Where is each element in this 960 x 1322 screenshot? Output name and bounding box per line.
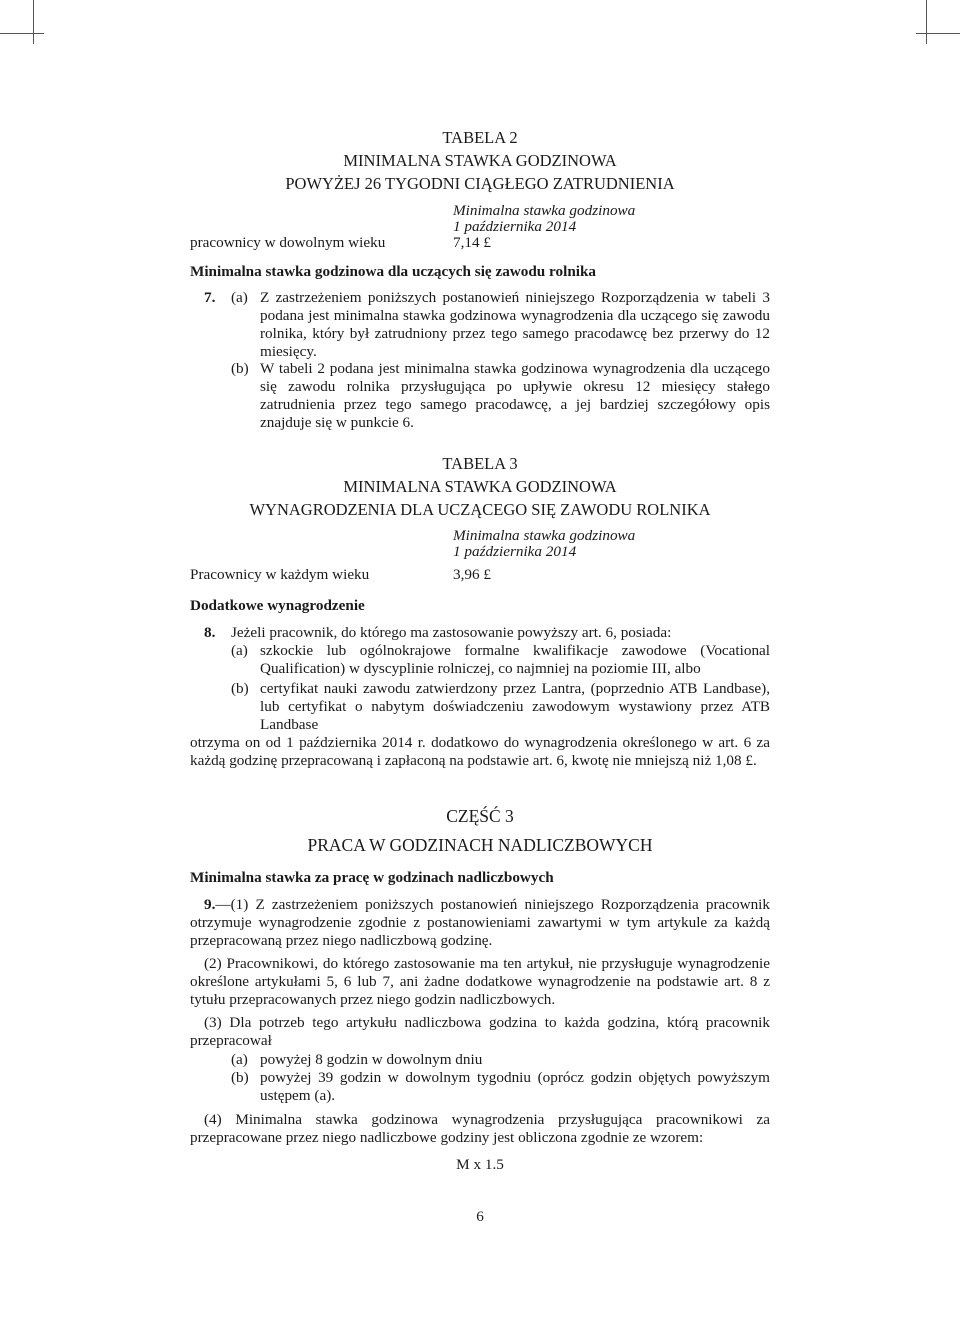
para9-p3: (3) Dla potrzeb tego artykułu nadliczbowa godzina to każda godzina, którą pracownik przepracował: [190, 1014, 770, 1049]
para9-p3-b-text: powyżej 39 godzin w dowolnym tygodniu (oprócz godzin objętych powyższym ustępem (a).: [260, 1069, 770, 1104]
para8-b-text: certyfikat nauki zawodu zatwierdzony przez Lantra, (poprzednio ATB Landbase), lub certyfikat o nabytym doświadczeniu zawodowym wystawiony przez ATB Landbase: [260, 680, 770, 733]
table2-row-value: 7,14 £: [453, 234, 491, 251]
para7-b-text: W tabeli 2 podana jest minimalna stawka godzinowa wynagrodzenia dla uczącego się zawodu rolnika przysługująca po upływie okresu 12 miesięcy stałego zatrudnienia przez tego samego pracodawcę, a jej bardziej szczegółowy opis znajduje się w punkcie 6.: [260, 360, 770, 431]
para7-b-label: (b): [231, 360, 249, 377]
section-heading-overtime: Minimalna stawka za pracę w godzinach nadliczbowych: [190, 869, 554, 886]
section-heading-apprentice: Minimalna stawka godzinowa dla uczących się zawodu rolnika: [190, 263, 597, 280]
para8-number: 8.: [204, 624, 216, 641]
crop-mark-top-left-h: [0, 33, 44, 34]
table3-column-header-1: Minimalna stawka godzinowa: [453, 527, 636, 544]
para7-number: 7.: [204, 289, 216, 306]
table2-subtitle-1: MINIMALNA STAWKA GODZINOWA: [343, 151, 617, 170]
para7-a-text: Z zastrzeżeniem poniższych postanowień niniejszego Rozporządzenia w tabeli 3 podana jest minimalna stawka godzinowa wynagrodzenia dla uczącego się zawodu rolnika, który był zatrudniony przez tego samego pracodawcę bez przerwy do 12 miesięcy.: [260, 289, 770, 360]
para9-p2: (2) Pracownikowi, do którego zastosowanie ma ten artykuł, nie przysługuje wynagrodzenie określone artykułami 5, 6 lub 7, ani żadne dodatkowe wynagrodzenie na podstawie art. 8 z tytułu przepracowanych przez niego godzin nadliczbowych.: [190, 955, 770, 1008]
para8-intro: Jeżeli pracownik, do którego ma zastosowanie powyższy art. 6, posiada:: [231, 624, 672, 641]
table2-row-label: pracownicy w dowolnym wieku: [190, 234, 386, 251]
table2-title: TABELA 2: [442, 128, 518, 147]
para8-b-label: (b): [231, 680, 249, 697]
table3-subtitle-1: MINIMALNA STAWKA GODZINOWA: [343, 477, 617, 496]
crop-mark-top-right-v: [926, 0, 927, 44]
part3-title: CZĘŚĆ 3: [446, 806, 514, 826]
para9-number: 9.: [204, 896, 216, 913]
para9-p1: [190, 896, 770, 950]
crop-mark-top-right-h: [916, 33, 960, 34]
table3-title: TABELA 3: [442, 454, 518, 473]
para8-a-text: szkockie lub ogólnokrajowe formalne kwalifikacje zawodowe (Vocational Qualification) w dyscyplinie rolniczej, co najmniej na poziomie III, albo: [260, 642, 770, 677]
table2-column-header-1: Minimalna stawka godzinowa: [453, 202, 636, 219]
crop-mark-top-left-v: [33, 0, 34, 44]
section-heading-extra: Dodatkowe wynagrodzenie: [190, 597, 365, 614]
para9-p3-a-label: (a): [231, 1051, 248, 1068]
para9-formula: M x 1.5: [456, 1156, 504, 1173]
para9-p3-b-label: (b): [231, 1069, 249, 1086]
para9-p4: (4) Minimalna stawka godzinowa wynagrodzenia przysługująca pracownikowi za przepracowane przez niego nadliczbowe godziny jest obliczona zgodnie ze wzorem:: [190, 1111, 770, 1146]
part3-subtitle: PRACA W GODZINACH NADLICZBOWYCH: [307, 835, 653, 855]
para9-p1-text: —(1) Z zastrzeżeniem poniższych postanowień niniejszego Rozporządzenia pracownik otrzymuje wynagrodzenie zgodnie z postanowieniami zawartymi w tym artykule za każdą przepracowaną przez niego nadliczbową godzinę.: [190, 896, 770, 949]
table2-column-header-2: 1 października 2014: [453, 218, 577, 235]
table3-row-value: 3,96 £: [453, 566, 491, 583]
table3-row-label: Pracownicy w każdym wieku: [190, 566, 370, 583]
para8-a-label: (a): [231, 642, 248, 659]
para7-a-label: (a): [231, 289, 248, 306]
para8-outro: otrzyma on od 1 października 2014 r. dodatkowo do wynagrodzenia określonego w art. 6 za każdą godzinę przepracowaną i zapłaconą na podstawie art. 6, kwotę nie mniejszą niż 1,08 £.: [190, 734, 770, 769]
table3-subtitle-2: WYNAGRODZENIA DLA UCZĄCEGO SIĘ ZAWODU ROLNIKA: [249, 500, 711, 519]
table2-subtitle-2: POWYŻEJ 26 TYGODNI CIĄGŁEGO ZATRUDNIENIA: [285, 174, 675, 193]
table3-column-header-2: 1 października 2014: [453, 543, 577, 560]
para9-p3-a-text: powyżej 8 godzin w dowolnym dniu: [260, 1051, 483, 1068]
page-number: 6: [476, 1208, 484, 1225]
